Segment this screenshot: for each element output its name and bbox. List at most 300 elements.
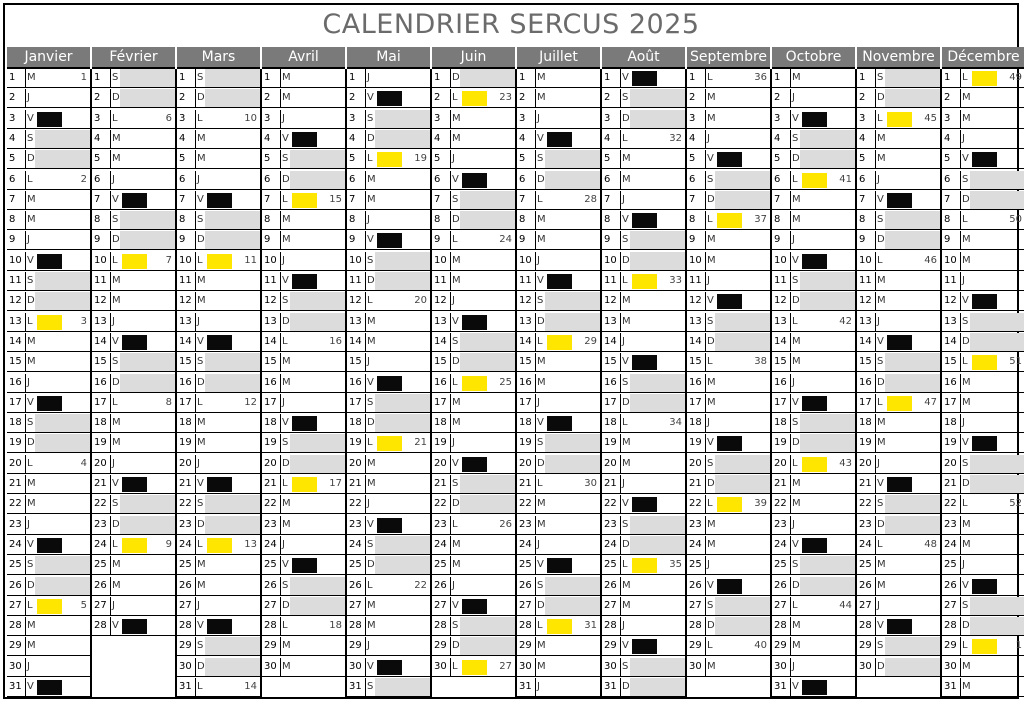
day-cell — [517, 231, 600, 250]
weekday-letter: D — [367, 417, 375, 429]
day-number: 9 — [604, 234, 611, 246]
day-separator — [280, 353, 281, 371]
black-marker — [887, 477, 912, 492]
weekday-letter: M — [537, 234, 546, 246]
black-marker — [632, 355, 657, 370]
weekday-letter: L — [197, 396, 203, 408]
day-number: 7 — [264, 193, 271, 205]
day-separator — [705, 333, 706, 351]
weekday-letter: L — [962, 356, 968, 368]
weekday-letter: M — [367, 335, 376, 347]
day-separator — [535, 617, 536, 635]
day-separator — [25, 353, 26, 371]
day-separator — [25, 191, 26, 209]
weekday-letter: M — [197, 295, 206, 307]
month-header: Décembre — [942, 47, 1024, 69]
week-number: 33 — [669, 275, 682, 286]
weekday-letter: V — [112, 193, 119, 205]
day-separator — [620, 313, 621, 331]
day-cell — [772, 516, 855, 535]
day-number: 14 — [859, 335, 872, 347]
day-cell — [772, 617, 855, 636]
day-number: 1 — [264, 72, 271, 83]
day-cell — [857, 658, 940, 677]
day-number: 18 — [264, 417, 277, 429]
day-separator — [195, 69, 196, 87]
day-separator — [365, 597, 366, 615]
day-separator — [195, 171, 196, 189]
weekday-letter: D — [707, 193, 715, 205]
day-cell — [857, 637, 940, 656]
day-cell — [432, 658, 515, 677]
day-number: 23 — [9, 518, 22, 530]
day-cell — [687, 231, 770, 250]
day-number: 10 — [604, 254, 617, 266]
day-cell — [772, 231, 855, 250]
weekday-letter: D — [707, 335, 715, 347]
day-cell — [347, 191, 430, 210]
day-cell — [347, 313, 430, 332]
weekday-letter: D — [452, 72, 460, 83]
day-number: 19 — [9, 437, 22, 449]
month-column — [857, 47, 940, 672]
month-header: Janvier — [7, 47, 90, 69]
weekday-letter: V — [622, 356, 629, 368]
day-number: 30 — [859, 660, 872, 672]
day-cell — [432, 597, 515, 616]
day-cell — [432, 171, 515, 190]
yellow-marker — [547, 335, 572, 350]
day-cell — [432, 434, 515, 453]
weekday-letter: M — [962, 92, 971, 104]
weekday-letter: M — [452, 538, 461, 550]
day-cell — [602, 597, 685, 616]
day-separator — [535, 495, 536, 513]
day-cell — [92, 313, 175, 332]
weekday-letter: M — [707, 112, 716, 124]
day-number: 30 — [434, 660, 447, 672]
day-separator — [365, 495, 366, 513]
day-separator — [110, 516, 111, 534]
day-number: 13 — [349, 315, 362, 327]
day-number: 31 — [179, 681, 192, 692]
day-number: 27 — [434, 599, 447, 611]
day-cell — [857, 394, 940, 413]
black-marker — [547, 132, 572, 147]
day-number: 5 — [604, 153, 611, 165]
day-number: 10 — [519, 254, 532, 266]
day-separator — [705, 577, 706, 595]
weekday-letter: S — [537, 153, 544, 165]
black-marker — [377, 518, 402, 533]
day-separator — [450, 394, 451, 412]
weekday-letter: J — [112, 315, 115, 327]
weekday-letter: L — [537, 193, 543, 205]
black-marker — [462, 173, 487, 188]
day-number: 13 — [179, 315, 192, 327]
day-number: 25 — [944, 559, 957, 571]
weekday-letter: V — [197, 620, 204, 632]
day-cell — [92, 69, 175, 88]
weekday-letter: L — [877, 254, 883, 266]
day-number: 21 — [689, 478, 702, 489]
day-cell — [7, 617, 90, 636]
day-cell — [177, 191, 260, 210]
day-number: 4 — [94, 132, 101, 144]
day-number: 21 — [9, 478, 22, 489]
weekday-letter: S — [537, 579, 544, 591]
day-number: 8 — [94, 214, 101, 226]
weekday-letter: J — [197, 173, 200, 185]
day-number: 14 — [689, 335, 702, 347]
day-separator — [875, 150, 876, 168]
day-cell — [517, 292, 600, 311]
day-separator — [195, 353, 196, 371]
day-number: 2 — [264, 92, 271, 104]
weekday-letter: M — [962, 112, 971, 124]
day-separator — [790, 516, 791, 534]
weekday-letter: J — [27, 518, 30, 530]
day-cell — [602, 374, 685, 393]
day-separator — [535, 637, 536, 655]
weekday-letter: J — [622, 478, 625, 489]
day-number: 17 — [604, 396, 617, 408]
day-cell — [857, 272, 940, 291]
day-cell — [432, 89, 515, 108]
weekday-letter: M — [537, 92, 546, 104]
weekday-letter: L — [537, 620, 543, 632]
day-cell — [517, 191, 600, 210]
day-separator — [705, 252, 706, 270]
day-separator — [450, 658, 451, 676]
day-separator — [195, 89, 196, 107]
day-separator — [875, 130, 876, 148]
black-marker — [717, 152, 742, 167]
day-separator — [790, 556, 791, 574]
day-number: 3 — [859, 112, 866, 124]
day-separator — [110, 434, 111, 452]
weekday-letter: V — [962, 153, 969, 165]
black-marker — [887, 619, 912, 634]
day-number: 20 — [264, 457, 277, 469]
weekday-letter: S — [792, 132, 799, 144]
weekday-letter: D — [197, 376, 205, 388]
weekday-letter: M — [367, 173, 376, 185]
day-separator — [25, 455, 26, 473]
weekday-letter: M — [707, 660, 716, 672]
day-number: 6 — [94, 173, 101, 185]
day-separator — [280, 272, 281, 290]
yellow-marker — [887, 112, 912, 127]
day-separator — [535, 414, 536, 432]
day-cell — [92, 150, 175, 169]
day-separator — [280, 130, 281, 148]
month-header: Mars — [177, 47, 260, 69]
day-separator — [790, 678, 791, 696]
day-cell — [7, 516, 90, 535]
calendar-frame — [3, 3, 1022, 699]
day-separator — [25, 333, 26, 351]
day-separator — [110, 617, 111, 635]
day-cell — [942, 69, 1024, 88]
weekday-letter: D — [877, 660, 885, 672]
weekday-letter: D — [962, 478, 970, 489]
day-separator — [960, 211, 961, 229]
day-number: 26 — [689, 579, 702, 591]
day-number: 6 — [519, 173, 526, 185]
yellow-marker — [292, 477, 317, 492]
day-separator — [365, 678, 366, 696]
day-cell — [262, 577, 345, 596]
black-marker — [122, 477, 147, 492]
day-separator — [450, 252, 451, 270]
day-separator — [110, 130, 111, 148]
day-number: 5 — [264, 153, 271, 165]
day-number: 23 — [519, 518, 532, 530]
day-number: 22 — [434, 498, 447, 510]
day-separator — [705, 455, 706, 473]
weekday-letter: S — [112, 498, 119, 510]
day-cell — [432, 617, 515, 636]
weekday-letter: L — [707, 498, 713, 510]
week-number: 34 — [669, 417, 682, 429]
day-separator — [535, 353, 536, 371]
day-number: 31 — [349, 681, 362, 692]
day-number: 3 — [9, 112, 16, 124]
day-number: 31 — [774, 681, 787, 692]
day-cell — [942, 475, 1024, 494]
day-number: 13 — [774, 315, 787, 327]
day-number: 22 — [9, 498, 22, 510]
week-number: 5 — [80, 599, 87, 611]
yellow-marker — [462, 376, 487, 391]
day-cell — [7, 292, 90, 311]
weekday-letter: L — [197, 538, 203, 550]
day-cell — [92, 577, 175, 596]
day-separator — [450, 313, 451, 331]
day-number: 30 — [9, 660, 22, 672]
day-separator — [875, 110, 876, 128]
weekday-letter: M — [282, 214, 291, 226]
day-cell — [687, 252, 770, 271]
day-cell — [517, 658, 600, 677]
day-separator — [110, 333, 111, 351]
day-cell — [857, 130, 940, 149]
weekday-letter: J — [792, 518, 795, 530]
weekday-letter: J — [452, 295, 455, 307]
day-cell — [517, 353, 600, 372]
day-cell — [517, 333, 600, 352]
day-separator — [110, 556, 111, 574]
day-separator — [620, 272, 621, 290]
day-cell — [347, 89, 430, 108]
week-number: 29 — [584, 335, 597, 347]
weekday-letter: V — [112, 478, 119, 489]
weekday-letter: L — [622, 132, 628, 144]
weekday-letter: M — [112, 579, 121, 591]
day-number: 27 — [774, 599, 787, 611]
weekday-letter: M — [792, 620, 801, 632]
weekday-letter: D — [877, 518, 885, 530]
day-cell — [687, 434, 770, 453]
day-number: 18 — [179, 417, 192, 429]
day-number: 16 — [434, 376, 447, 388]
day-separator — [365, 313, 366, 331]
day-cell — [7, 536, 90, 555]
day-cell — [347, 597, 430, 616]
weekday-letter: D — [622, 254, 630, 266]
weekday-letter: D — [197, 234, 205, 246]
day-number: 10 — [859, 254, 872, 266]
day-cell — [517, 252, 600, 271]
day-separator — [620, 597, 621, 615]
weekday-letter: J — [367, 72, 370, 83]
day-number: 3 — [434, 112, 441, 124]
day-number: 24 — [604, 538, 617, 550]
day-cell — [687, 150, 770, 169]
day-cell — [857, 556, 940, 575]
day-separator — [875, 252, 876, 270]
weekday-letter: D — [707, 620, 715, 632]
week-number: 9 — [165, 538, 172, 550]
day-cell — [177, 434, 260, 453]
weekday-letter: D — [27, 295, 35, 307]
day-number: 25 — [94, 559, 107, 571]
day-cell — [262, 211, 345, 230]
day-number: 5 — [179, 153, 186, 165]
day-cell — [602, 231, 685, 250]
day-separator — [790, 617, 791, 635]
day-cell — [687, 516, 770, 535]
weekday-letter: L — [792, 457, 798, 469]
day-separator — [280, 252, 281, 270]
day-number: 21 — [264, 478, 277, 489]
weekday-letter: V — [367, 234, 374, 246]
day-separator — [790, 374, 791, 392]
day-number: 1 — [859, 72, 866, 83]
day-cell — [517, 211, 600, 230]
weekday-letter: D — [792, 295, 800, 307]
day-separator — [620, 374, 621, 392]
day-separator — [790, 394, 791, 412]
weekday-letter: M — [877, 437, 886, 449]
day-cell — [7, 211, 90, 230]
day-number: 16 — [859, 376, 872, 388]
day-separator — [960, 536, 961, 554]
weekday-letter: J — [197, 599, 200, 611]
day-number: 12 — [774, 295, 787, 307]
day-cell — [432, 110, 515, 129]
day-cell — [92, 333, 175, 352]
day-number: 15 — [9, 356, 22, 368]
day-cell — [347, 130, 430, 149]
day-separator — [195, 475, 196, 493]
day-number: 7 — [774, 193, 781, 205]
weekday-letter: V — [452, 315, 459, 327]
weekday-letter: V — [197, 478, 204, 489]
month-column — [347, 47, 430, 692]
weekday-letter: S — [282, 579, 289, 591]
day-separator — [25, 556, 26, 574]
day-number: 26 — [349, 579, 362, 591]
day-cell — [602, 130, 685, 149]
day-number: 16 — [689, 376, 702, 388]
day-number: 19 — [944, 437, 957, 449]
day-cell — [602, 292, 685, 311]
day-number: 6 — [349, 173, 356, 185]
weekday-letter: V — [27, 538, 34, 550]
weekday-letter: D — [367, 275, 375, 286]
weekday-letter: V — [197, 335, 204, 347]
day-separator — [790, 292, 791, 310]
day-separator — [875, 556, 876, 574]
day-cell — [432, 333, 515, 352]
week-number: 30 — [584, 478, 597, 489]
day-separator — [195, 272, 196, 290]
week-number: 20 — [414, 295, 427, 307]
day-number: 22 — [519, 498, 532, 510]
weekday-letter: M — [622, 599, 631, 611]
day-number: 28 — [519, 620, 532, 632]
day-separator — [365, 191, 366, 209]
day-number: 16 — [519, 376, 532, 388]
yellow-marker — [717, 497, 742, 512]
weekday-letter: M — [877, 579, 886, 591]
day-separator — [960, 191, 961, 209]
day-cell — [517, 556, 600, 575]
weekday-letter: J — [877, 599, 880, 611]
weekday-letter: M — [367, 620, 376, 632]
day-number: 10 — [434, 254, 447, 266]
day-separator — [280, 394, 281, 412]
day-cell — [942, 89, 1024, 108]
day-number: 12 — [944, 295, 957, 307]
day-separator — [110, 495, 111, 513]
day-separator — [960, 455, 961, 473]
week-number: 37 — [754, 214, 767, 226]
weekday-letter: V — [622, 640, 629, 652]
day-number: 2 — [859, 92, 866, 104]
day-cell — [517, 597, 600, 616]
day-number: 4 — [349, 132, 356, 144]
day-number: 28 — [94, 620, 107, 632]
day-number: 20 — [179, 457, 192, 469]
weekday-letter: S — [622, 518, 629, 530]
yellow-marker — [37, 599, 62, 614]
day-separator — [705, 211, 706, 229]
day-cell — [857, 252, 940, 271]
weekday-letter: D — [27, 579, 35, 591]
day-separator — [280, 637, 281, 655]
day-cell — [177, 231, 260, 250]
day-separator — [705, 495, 706, 513]
day-cell — [432, 292, 515, 311]
weekday-letter: D — [112, 234, 120, 246]
day-cell — [177, 272, 260, 291]
weekday-letter: S — [877, 498, 884, 510]
day-separator — [790, 150, 791, 168]
yellow-marker — [377, 436, 402, 451]
day-separator — [110, 69, 111, 87]
day-cell — [177, 353, 260, 372]
day-cell — [347, 292, 430, 311]
day-cell — [432, 191, 515, 210]
day-cell — [857, 597, 940, 616]
week-number: 8 — [165, 396, 172, 408]
day-number: 6 — [9, 173, 16, 185]
weekday-letter: M — [877, 559, 886, 571]
weekday-letter: L — [452, 518, 458, 530]
